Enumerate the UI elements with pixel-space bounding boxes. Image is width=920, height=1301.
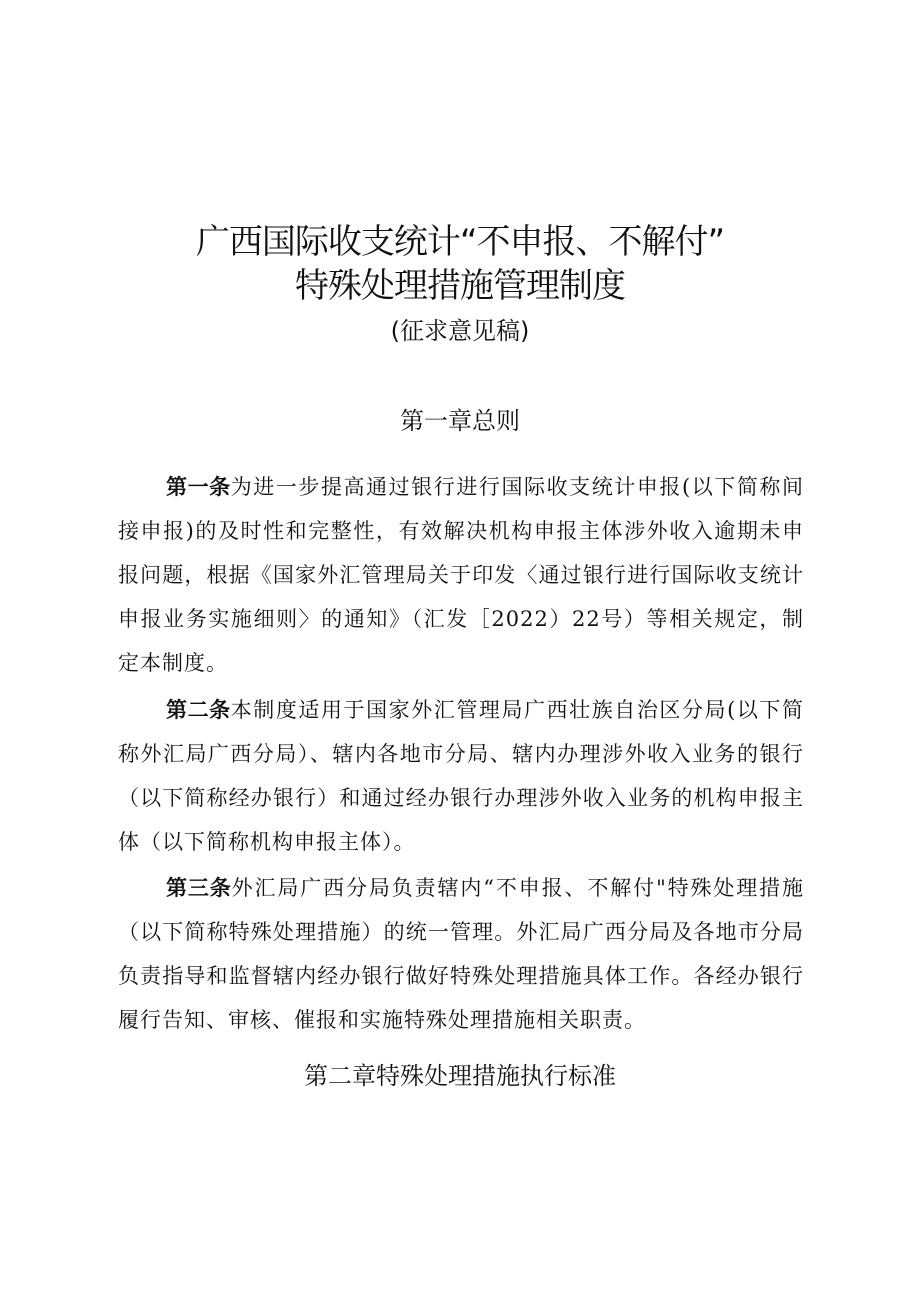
article-2-label: 第二条	[166, 698, 231, 722]
article-3-text: 外汇局广西分局负责辖内“不申报、不解付"特殊处理措施（以下简称特殊处理措施）的统一管理。外汇局广西分局及各地市分局负责指导和监督辖内经办银行做好特殊处理措施具体工作。各经办银行履行告知、审核、催报和实施特殊处理措施相关职责。	[118, 876, 804, 1032]
document-title-line-2: 特殊处理措施管理制度	[295, 266, 625, 306]
document-title-line-1: 广西国际收支统计“不申报、不解付”	[195, 222, 725, 262]
article-1	[118, 465, 804, 685]
article-2	[118, 688, 804, 864]
chapter-heading-2: 第二章特殊处理措施执行标准	[304, 1062, 616, 1090]
chapter-heading-1: 第一章总则	[400, 407, 520, 435]
document-subtitle: (征求意见稿)	[390, 317, 530, 345]
article-3-label: 第三条	[166, 876, 232, 900]
article-1-text: 为进一步提高通过银行进行国际收支统计申报(以下简称间接申报)的及时性和完整性，有效解决机构申报主体涉外收入逾期未申报问题，根据《国家外汇管理局关于印发〈通过银行进行国际收支统计申报业务实施细则〉的通知》（汇发［2022）22号）等相关规定，制定本制度。	[118, 475, 804, 675]
article-2-text: 本制度适用于国家外汇管理局广西壮族自治区分局(以下简称外汇局广西分局）、辖内各地市分局、辖内办理涉外收入业务的银行（以下简称经办银行）和通过经办银行办理涉外收入业务的机构申报主体（以下简称机构申报主体）。	[118, 698, 804, 854]
article-1-label: 第一条	[166, 475, 231, 499]
article-3	[118, 866, 804, 1042]
